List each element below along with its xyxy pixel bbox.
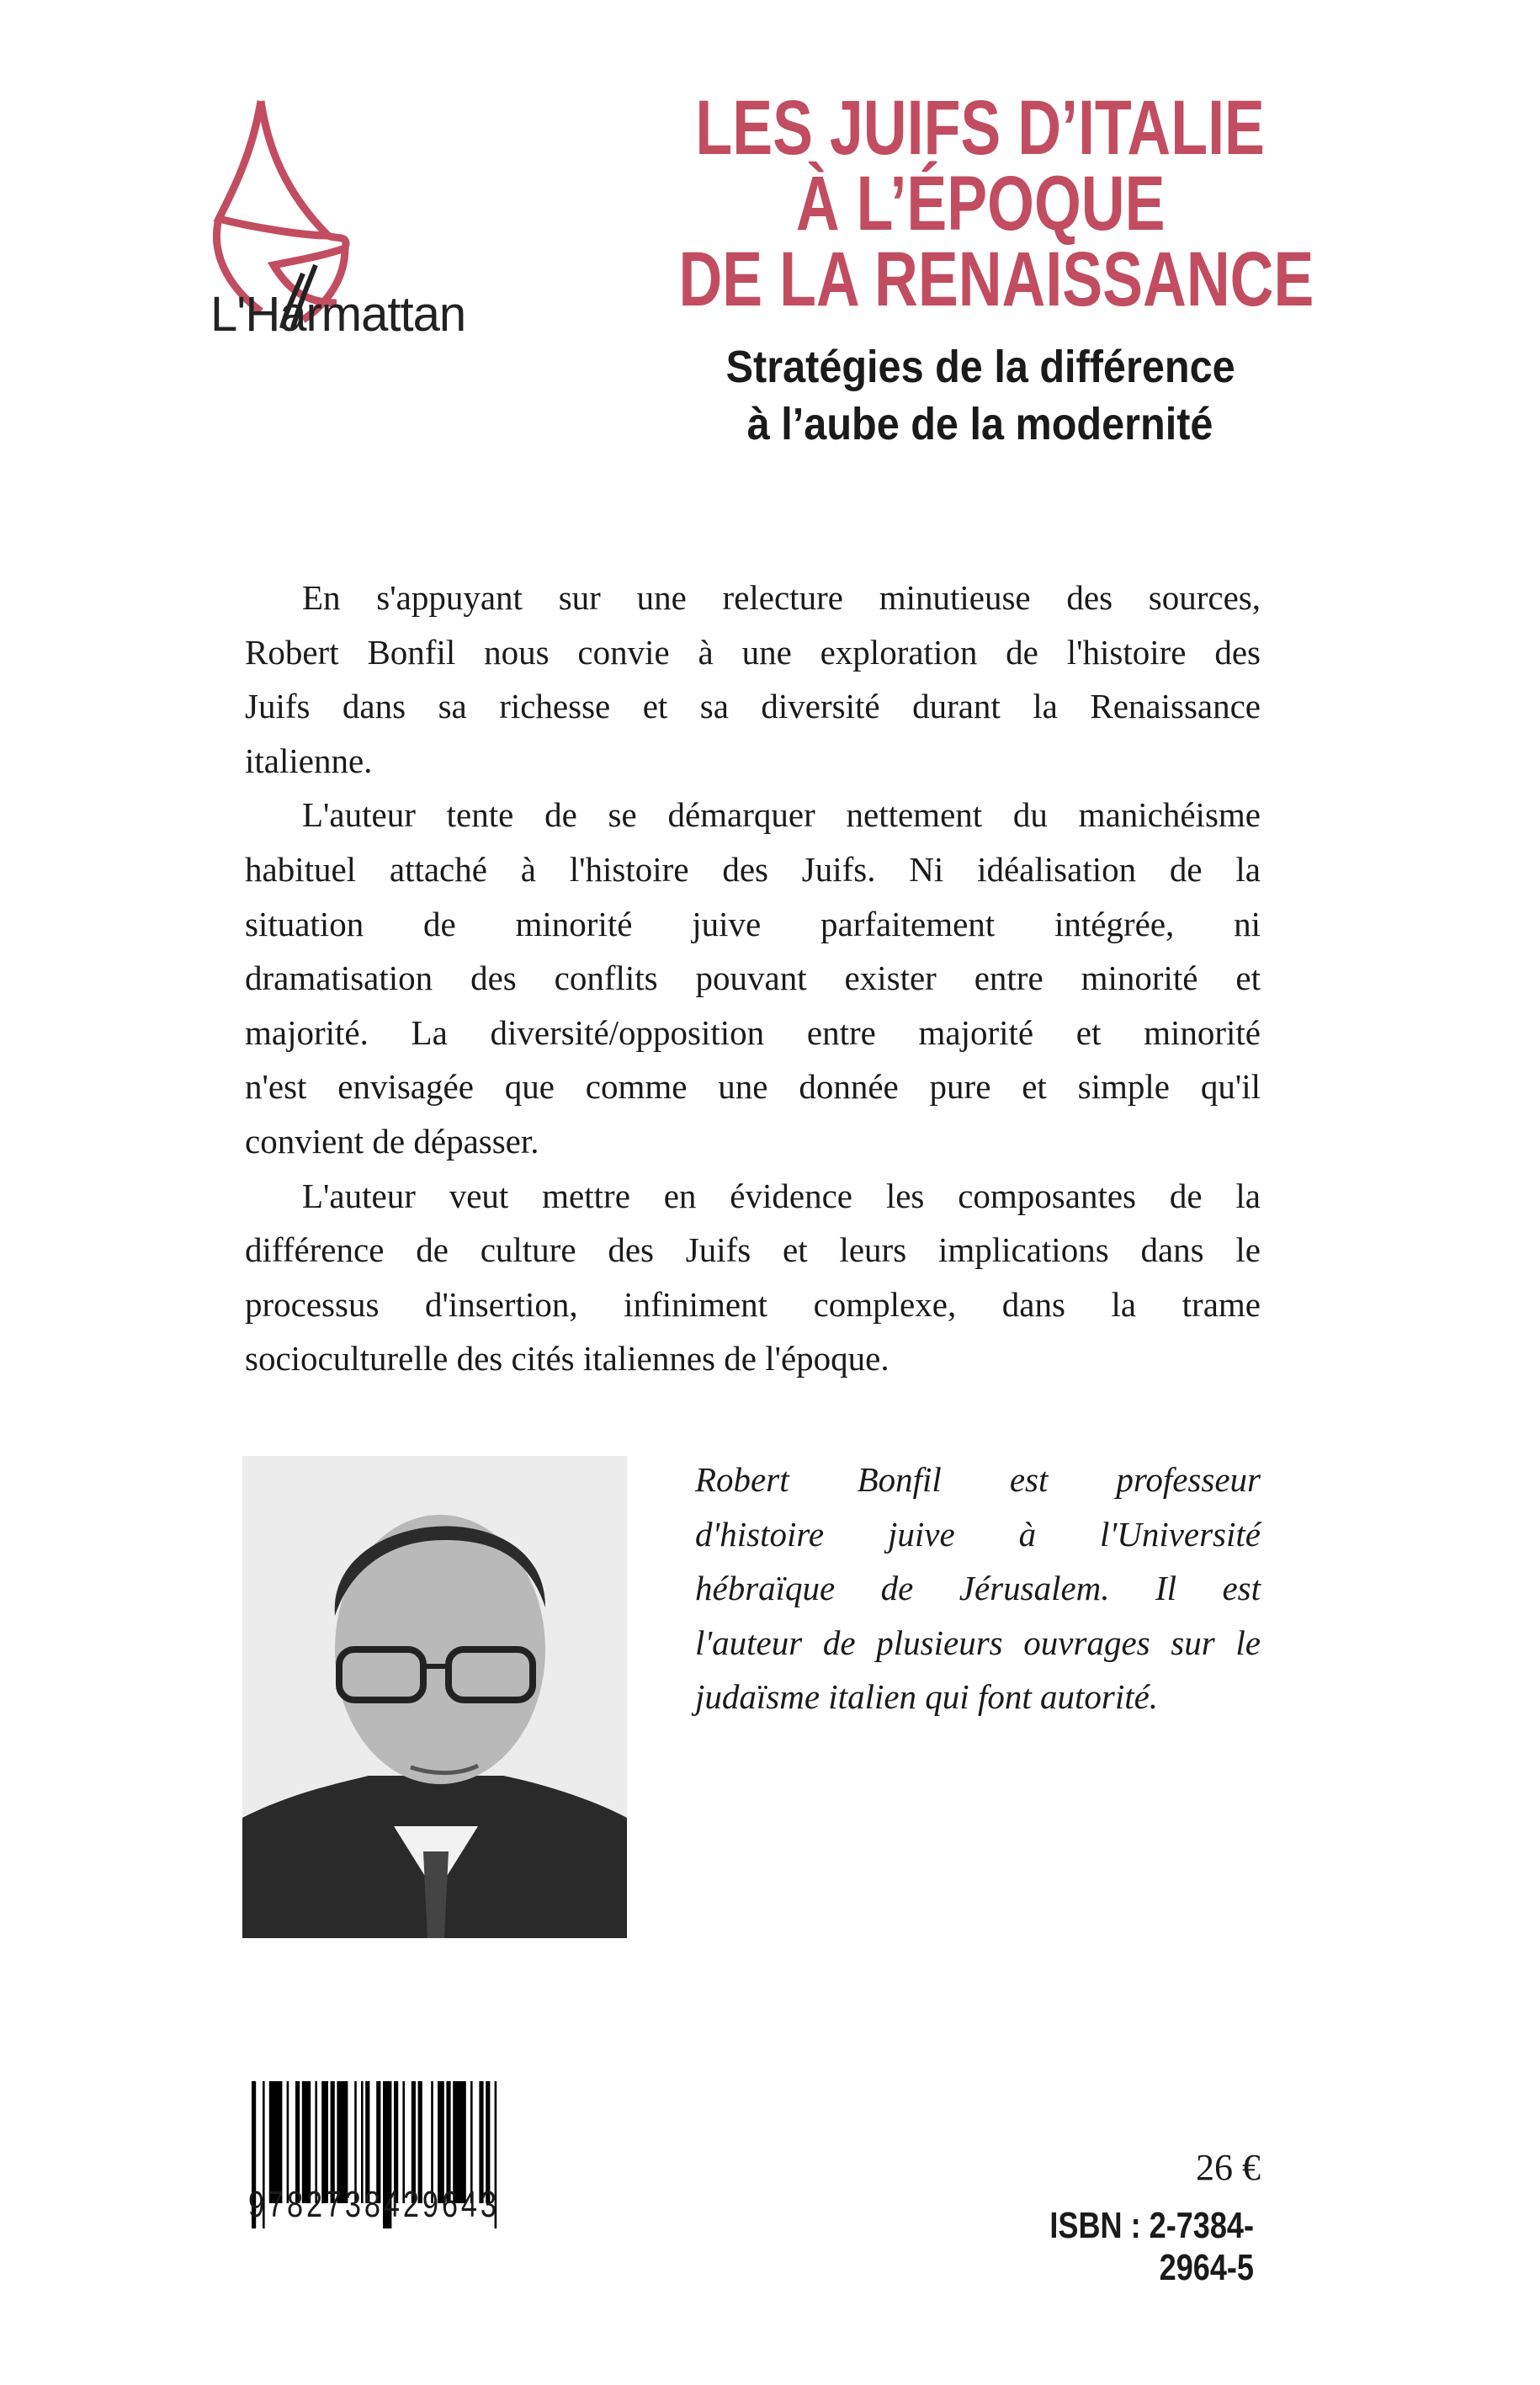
text-line: L'auteur veut mettre en évidence les composantes de la [302,1176,1261,1215]
text-line: processus d'insertion, infiniment complexe, dans la trame [245,1284,1261,1324]
book-title-line-1: LES JUIFS D’ITALIE [695,85,1266,171]
text-line: socioculturelle des cités italiennes de l'époque. [245,1339,889,1378]
bio-line: l'auteur de plusieurs ouvrages sur le [695,1623,1261,1662]
price: 26 € [1196,2147,1261,2188]
bio-line: judaïsme italien qui font autorité. [695,1677,1159,1717]
text-line: différence de culture des Juifs et leurs implications dans le [245,1230,1261,1270]
book-title-line-3: DE LA RENAISSANCE [678,236,1314,322]
text-line: n'est envisagée que comme une donnée pure et simple qu'il [245,1067,1261,1107]
bio-line: Robert Bonfil est professeur [695,1460,1261,1499]
bio-line: d'histoire juive à l'Université [695,1514,1261,1554]
author-photo [242,1456,627,1938]
text-line: situation de minorité juive parfaitement intégrée, ni [245,904,1261,943]
subtitle-line-1: Stratégies de la différence [725,342,1235,392]
barcode-digits: 9782738429643 [248,2184,500,2225]
paragraph [245,1169,1261,1386]
paragraph [245,788,1261,1168]
text-line: dramatisation des conflits pouvant exister entre minorité et [245,959,1261,998]
isbn: ISBN : 2-7384-2964-5 [1049,2205,1254,2288]
text-line: italienne. [245,741,373,780]
text-line: En s'appuyant sur une relecture minutieuse des sources, [302,578,1261,617]
book-title-line-2: À L’ÉPOQUE [795,161,1166,247]
text-line: Juifs dans sa richesse et sa diversité durant la Renaissance [245,687,1261,726]
author-bio [695,1453,1261,1725]
bio-line: hébraïque de Jérusalem. Il est [695,1569,1261,1608]
text-line: convient de dépasser. [245,1121,539,1161]
text-line: habituel attaché à l'histoire des Juifs. Ni idéalisation de la [245,849,1261,889]
text-line: Robert Bonfil nous convie à une exploration de l'histoire des [245,632,1261,672]
description [245,571,1261,1386]
publisher-logo-text: L'Harmattan [210,287,466,342]
subtitle-line-2: à l’aube de la modernité [747,399,1213,449]
paragraph [245,571,1261,788]
text-line: L'auteur tente de se démarquer nettement du manichéisme [302,795,1261,835]
text-line: majorité. La diversité/opposition entre majorité et minorité [245,1012,1261,1052]
